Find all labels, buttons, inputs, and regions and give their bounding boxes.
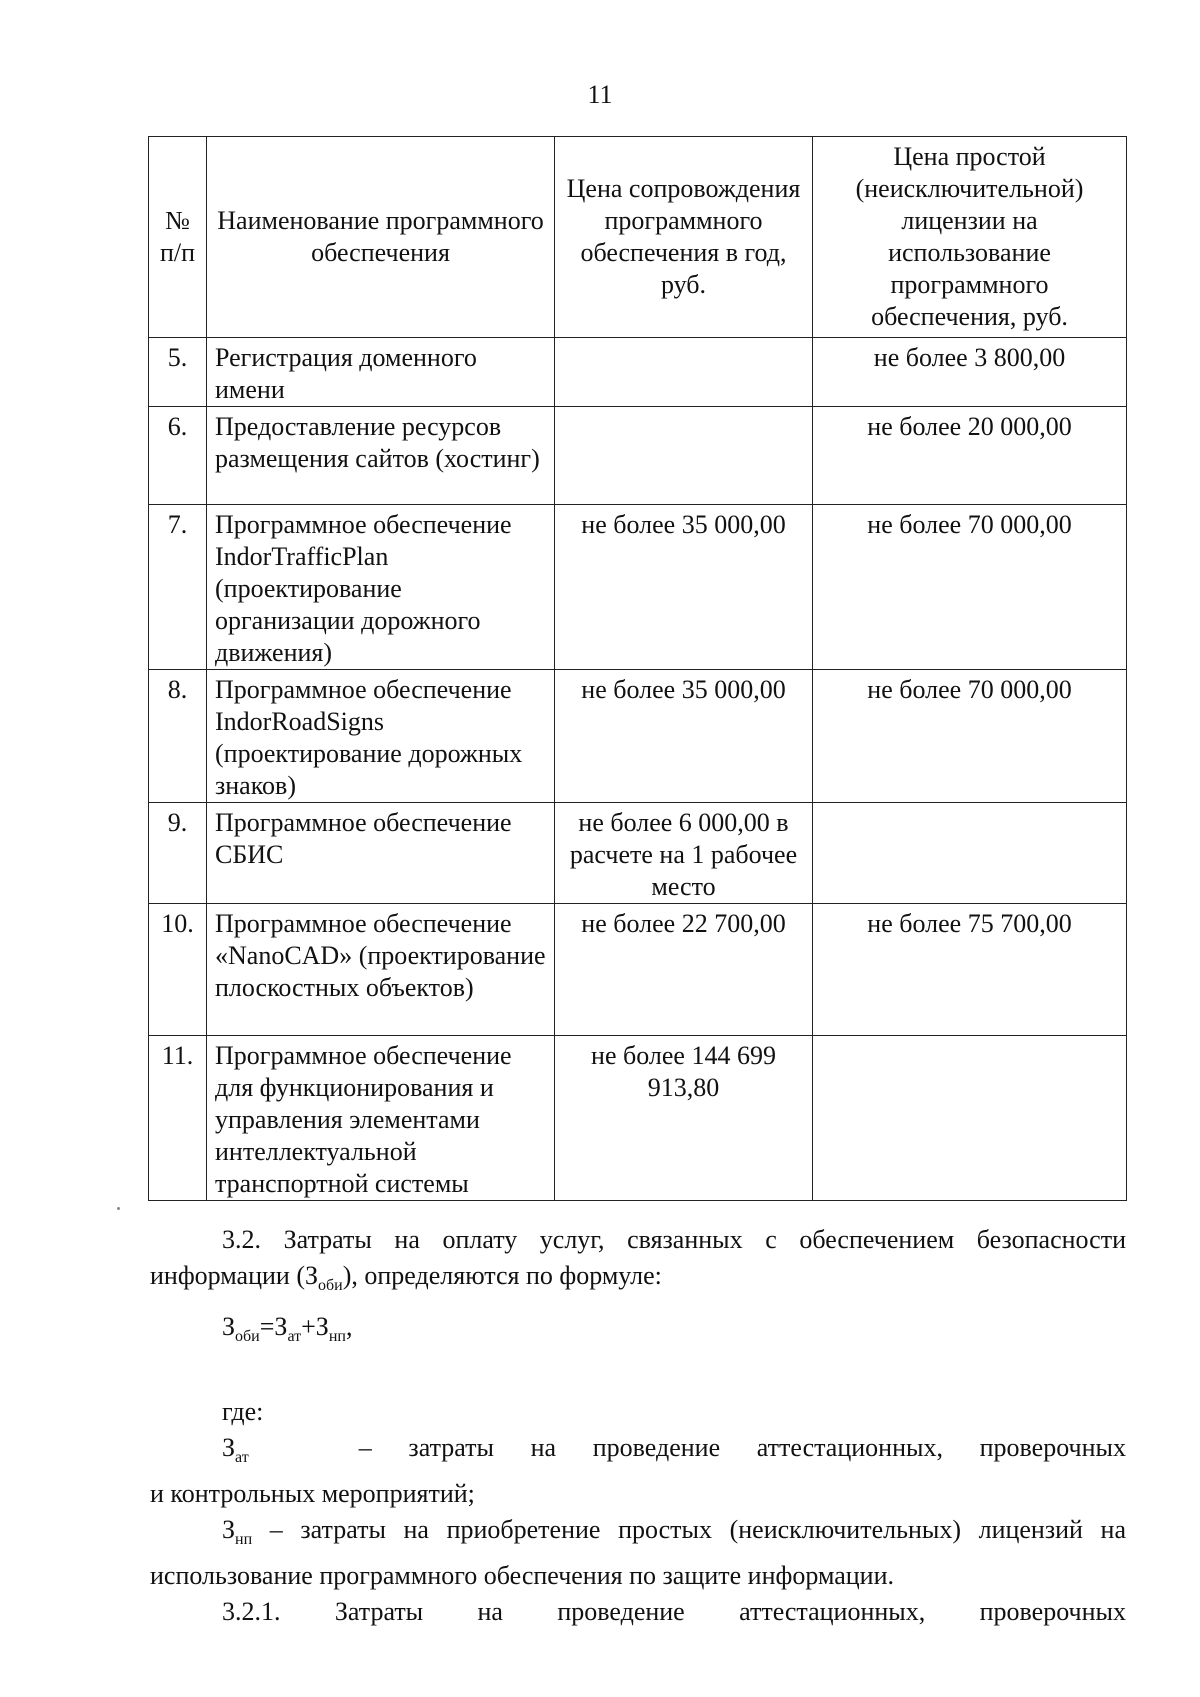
definition-np: $З_{нп}$ – затраты на приобретение простых (неисключительных) лицензий на xyxy=(222,1515,1127,1549)
row-name: Программное обеспечение IndorTrafficPlan (проектирование организации дорожного движения) xyxy=(207,505,555,670)
row-name: Программное обеспечение «NanoCAD» (проектирование плоскостных объектов) xyxy=(207,904,555,1036)
header-license-price: Цена простой (неисключительной) лицензии на использование программного обеспечения, руб. xyxy=(813,137,1127,338)
table-row xyxy=(149,803,1127,904)
paragraph-3-2-1: 3.2.1. Затраты на проведение аттестационных, проверочных xyxy=(222,1597,1126,1627)
row-name: Программное обеспечение СБИС xyxy=(207,803,555,904)
row-license-price xyxy=(813,1036,1127,1201)
page-number: 11 xyxy=(587,80,613,109)
row-support-price: не более 6 000,00 в расчете на 1 рабочее место xyxy=(555,803,813,904)
row-num: 6. xyxy=(149,407,207,505)
header-num: № п/п xyxy=(149,137,207,338)
row-num: 8. xyxy=(149,670,207,803)
row-license-price: не более 3 800,00 xyxy=(813,338,1127,407)
row-license-price: не более 75 700,00 xyxy=(813,904,1127,1036)
row-name: Регистрация доменного имени xyxy=(207,338,555,407)
row-num: 9. xyxy=(149,803,207,904)
paragraph-3-2 xyxy=(150,1222,1126,1304)
row-license-price: не более 70 000,00 xyxy=(813,505,1127,670)
header-support-price: Цена сопровождения программного обеспечения в год, руб. xyxy=(555,137,813,338)
where-block xyxy=(150,1394,1126,1630)
row-support-price: не более 144 699 913,80 xyxy=(555,1036,813,1201)
paragraph-3-2-line2: информации $(З_{оби})$, определяются по формуле: xyxy=(150,1261,662,1295)
definition-np-cont: использование программного обеспечения по защите информации. xyxy=(150,1561,894,1591)
paragraph-3-2-line1: 3.2. Затраты на оплату услуг, связанных с обеспечением безопасности xyxy=(222,1225,1126,1254)
header-name: Наименование программного обеспечения xyxy=(207,137,555,338)
software-price-table xyxy=(148,136,1127,1201)
row-license-price: не более 70 000,00 xyxy=(813,670,1127,803)
row-name: Программное обеспечение для функционирования и управления элементами интеллектуальной транспортной системы xyxy=(207,1036,555,1201)
table-row xyxy=(149,407,1127,505)
row-support-price xyxy=(555,338,813,407)
row-support-price xyxy=(555,407,813,505)
table-row xyxy=(149,904,1127,1036)
row-name: Программное обеспечение IndorRoadSigns (проектирование дорожных знаков) xyxy=(207,670,555,803)
row-license-price xyxy=(813,803,1127,904)
row-support-price: не более 35 000,00 xyxy=(555,505,813,670)
table-row xyxy=(149,670,1127,803)
table-row xyxy=(149,1036,1127,1201)
row-num: 7. xyxy=(149,505,207,670)
scan-speck xyxy=(117,1207,120,1210)
row-support-price: не более 35 000,00 xyxy=(555,670,813,803)
row-license-price: не более 20 000,00 xyxy=(813,407,1127,505)
row-support-price: не более 22 700,00 xyxy=(555,904,813,1036)
table-header-row xyxy=(149,137,1127,338)
where-label: где: xyxy=(222,1397,264,1426)
row-num: 10. xyxy=(149,904,207,1036)
row-name: Предоставление ресурсов размещения сайтов (хостинг) xyxy=(207,407,555,505)
row-num: 5. xyxy=(149,338,207,407)
row-num: 11. xyxy=(149,1036,207,1201)
definition-at: $З_{ат}$ – затраты на проведение аттестационных, проверочных xyxy=(222,1433,1126,1467)
formula: $З_{оби}=З_{ат}+З_{нп}$, xyxy=(222,1312,353,1346)
table-row xyxy=(149,505,1127,670)
definition-at-cont: и контрольных мероприятий; xyxy=(150,1479,475,1509)
table-row xyxy=(149,338,1127,407)
